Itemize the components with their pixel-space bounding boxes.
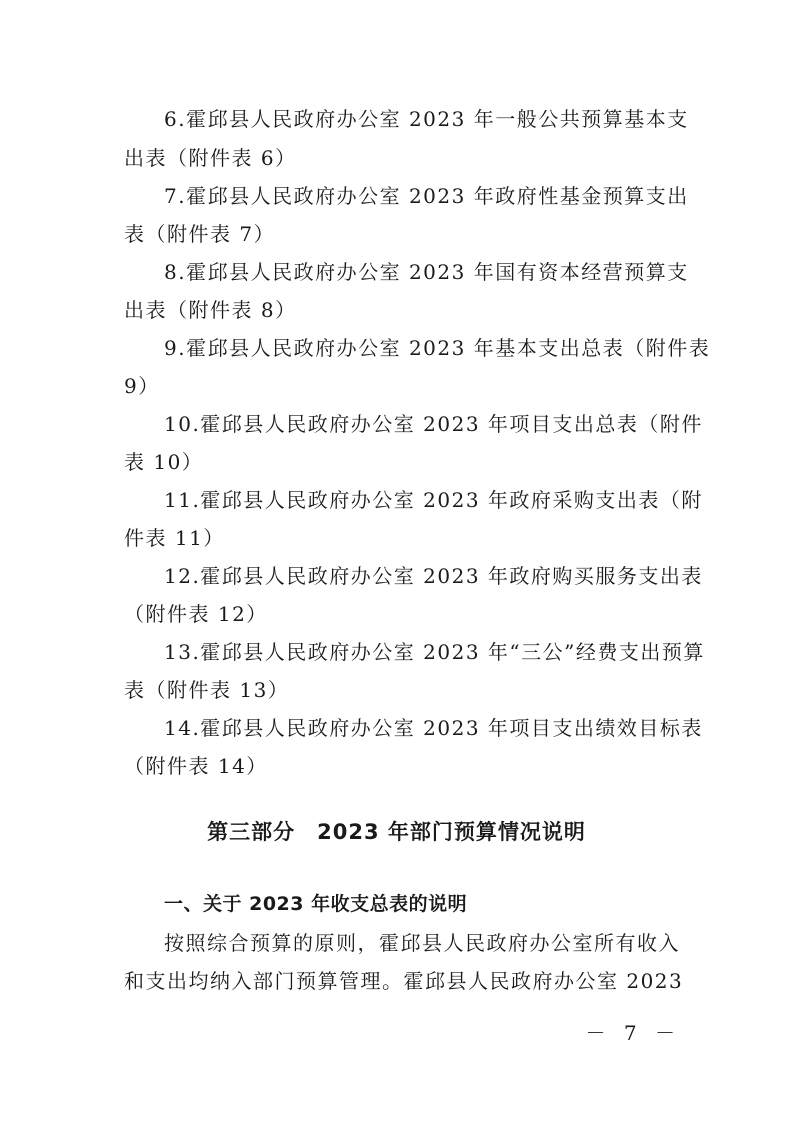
list-item-12-line-2: （附件表 12） bbox=[124, 602, 268, 626]
list-item-14-line-2: （附件表 14） bbox=[124, 754, 268, 778]
list-item-14-line-1: 14.霍邱县人民政府办公室 2023 年项目支出绩效目标表 bbox=[164, 716, 703, 740]
list-item-13-line-2: 表（附件表 13） bbox=[124, 678, 290, 702]
list-item-8-line-2: 出表（附件表 8） bbox=[124, 298, 297, 322]
body-paragraph-line-2: 和支出均纳入部门预算管理。霍邱县人民政府办公室 2023 bbox=[124, 969, 684, 993]
list-item-11-line-2: 件表 11） bbox=[124, 526, 225, 550]
list-item-7-line-2: 表（附件表 7） bbox=[124, 222, 276, 246]
list-item-9-line-1: 9.霍邱县人民政府办公室 2023 年基本支出总表（附件表 bbox=[164, 336, 711, 360]
list-item-9-line-2: 9） bbox=[124, 374, 160, 398]
subsection-title: 一、关于 2023 年收支总表的说明 bbox=[164, 893, 468, 915]
list-item-8-line-1: 8.霍邱县人民政府办公室 2023 年国有资本经营预算支 bbox=[164, 260, 689, 284]
list-item-6-line-2: 出表（附件表 6） bbox=[124, 146, 297, 170]
page-number: － 7 － bbox=[585, 1021, 681, 1045]
body-paragraph-line-1: 按照综合预算的原则，霍邱县人民政府办公室所有收入 bbox=[164, 931, 680, 955]
list-item-6-line-1: 6.霍邱县人民政府办公室 2023 年一般公共预算基本支 bbox=[164, 107, 689, 131]
list-item-12-line-1: 12.霍邱县人民政府办公室 2023 年政府购买服务支出表 bbox=[164, 564, 703, 588]
list-item-11-line-1: 11.霍邱县人民政府办公室 2023 年政府采购支出表（附 bbox=[164, 488, 703, 512]
list-item-13-line-1: 13.霍邱县人民政府办公室 2023 年“三公”经费支出预算 bbox=[164, 640, 705, 664]
list-item-10-line-1: 10.霍邱县人民政府办公室 2023 年项目支出总表（附件 bbox=[164, 412, 703, 436]
section-title: 第三部分 2023 年部门预算情况说明 bbox=[207, 820, 586, 844]
list-item-7-line-1: 7.霍邱县人民政府办公室 2023 年政府性基金预算支出 bbox=[164, 184, 689, 208]
list-item-10-line-2: 表 10） bbox=[124, 450, 204, 474]
